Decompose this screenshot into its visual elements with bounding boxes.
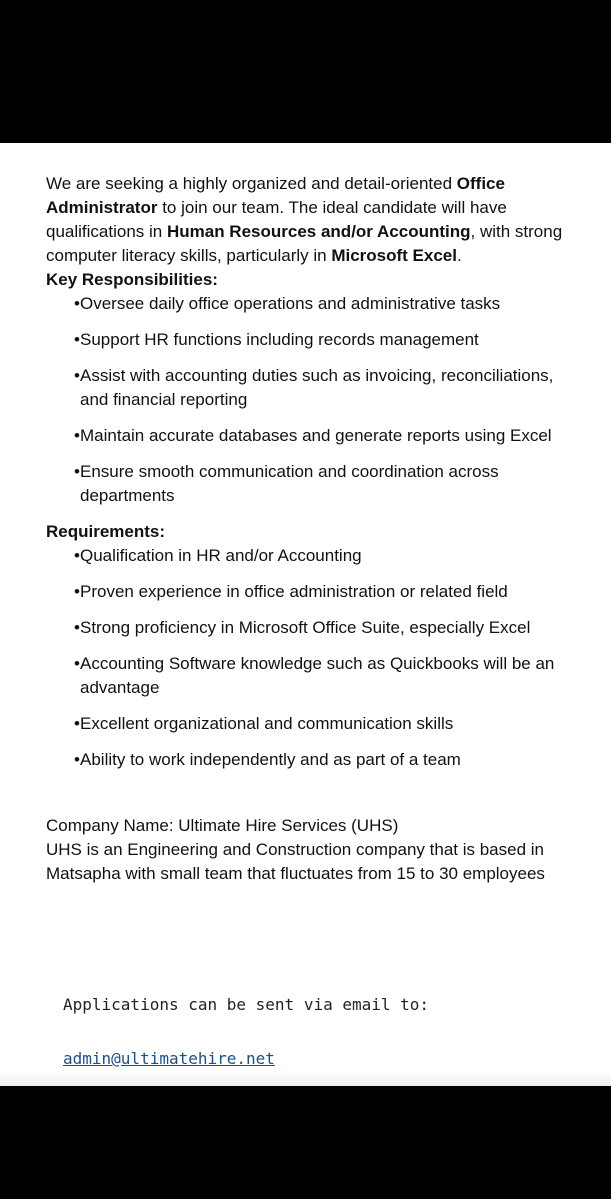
list-item: [46, 652, 566, 700]
intro-paragraph: [46, 172, 566, 268]
email-link[interactable]: admin@ultimatehire.net: [63, 1049, 275, 1068]
company-section: [46, 814, 566, 886]
list-item: [46, 748, 566, 772]
bullet-icon: •: [74, 618, 80, 637]
company-name: Company Name: Ultimate Hire Services (UHS): [46, 816, 399, 835]
list-item-text: Ensure smooth communication and coordination across departments: [80, 462, 499, 505]
bullet-icon: •: [74, 750, 80, 769]
bullet-icon: •: [74, 714, 80, 733]
list-item-text: Strong proficiency in Microsoft Office Suite, especially Excel: [80, 618, 531, 637]
list-item: [46, 712, 566, 736]
bullet-icon: •: [74, 330, 80, 349]
application-instructions: [63, 995, 563, 1014]
bullet-icon: •: [74, 426, 80, 445]
job-post-page: [0, 143, 611, 1086]
job-post-content: [46, 172, 566, 886]
list-item: [46, 544, 566, 568]
list-item-text: Support HR functions including records management: [80, 330, 479, 349]
list-item: [46, 580, 566, 604]
list-item: [46, 616, 566, 640]
bullet-icon: •: [74, 294, 80, 313]
responsibilities-heading: Key Responsibilities:: [46, 270, 218, 289]
list-item: [46, 292, 566, 316]
intro-text-4: .: [456, 246, 462, 265]
bullet-icon: •: [74, 462, 80, 481]
list-item-text: Qualification in HR and/or Accounting: [80, 546, 362, 565]
page-bottom-shadow: [0, 1071, 611, 1086]
intro-text-2: to join our team. The ideal candidate will have qualifications in: [46, 198, 507, 241]
intro-bold-qualification: Human Resources and/or Accounting: [166, 222, 471, 241]
intro-bold-software: Microsoft Excel: [331, 246, 457, 265]
bullet-icon: •: [74, 654, 80, 673]
requirements-heading: Requirements:: [46, 522, 166, 541]
list-item-text: Proven experience in office administration or related field: [80, 582, 508, 601]
list-item-text: Excellent organizational and communication skills: [80, 714, 454, 733]
top-black-bar: [0, 0, 611, 143]
list-item: [46, 424, 566, 448]
list-item-text: Assist with accounting duties such as invoicing, reconciliations, and financial reporting: [80, 366, 554, 409]
intro-text-1: We are seeking a highly organized and detail-oriented: [46, 174, 457, 193]
list-item: [46, 328, 566, 352]
bullet-icon: •: [74, 582, 80, 601]
requirements-list: [46, 544, 566, 772]
list-item: [46, 364, 566, 412]
application-text: Applications can be sent via email to:: [63, 995, 430, 1014]
intro-text-3: , with strong computer literacy skills, particularly in: [46, 222, 563, 265]
company-description: UHS is an Engineering and Construction company that is based in Matsapha with small team that fluctuates from 15 to 30 employees: [46, 840, 545, 883]
bullet-icon: •: [74, 546, 80, 565]
bullet-icon: •: [74, 366, 80, 385]
list-item-text: Maintain accurate databases and generate reports using Excel: [80, 426, 552, 445]
list-item-text: Accounting Software knowledge such as Quickbooks will be an advantage: [80, 654, 555, 697]
list-item-text: Oversee daily office operations and administrative tasks: [80, 294, 501, 313]
list-item-text: Ability to work independently and as part of a team: [80, 750, 461, 769]
intro-bold-role: Office Administrator: [46, 174, 505, 217]
bottom-black-bar: [0, 1086, 611, 1199]
list-item: [46, 460, 566, 508]
responsibilities-list: [46, 292, 566, 508]
